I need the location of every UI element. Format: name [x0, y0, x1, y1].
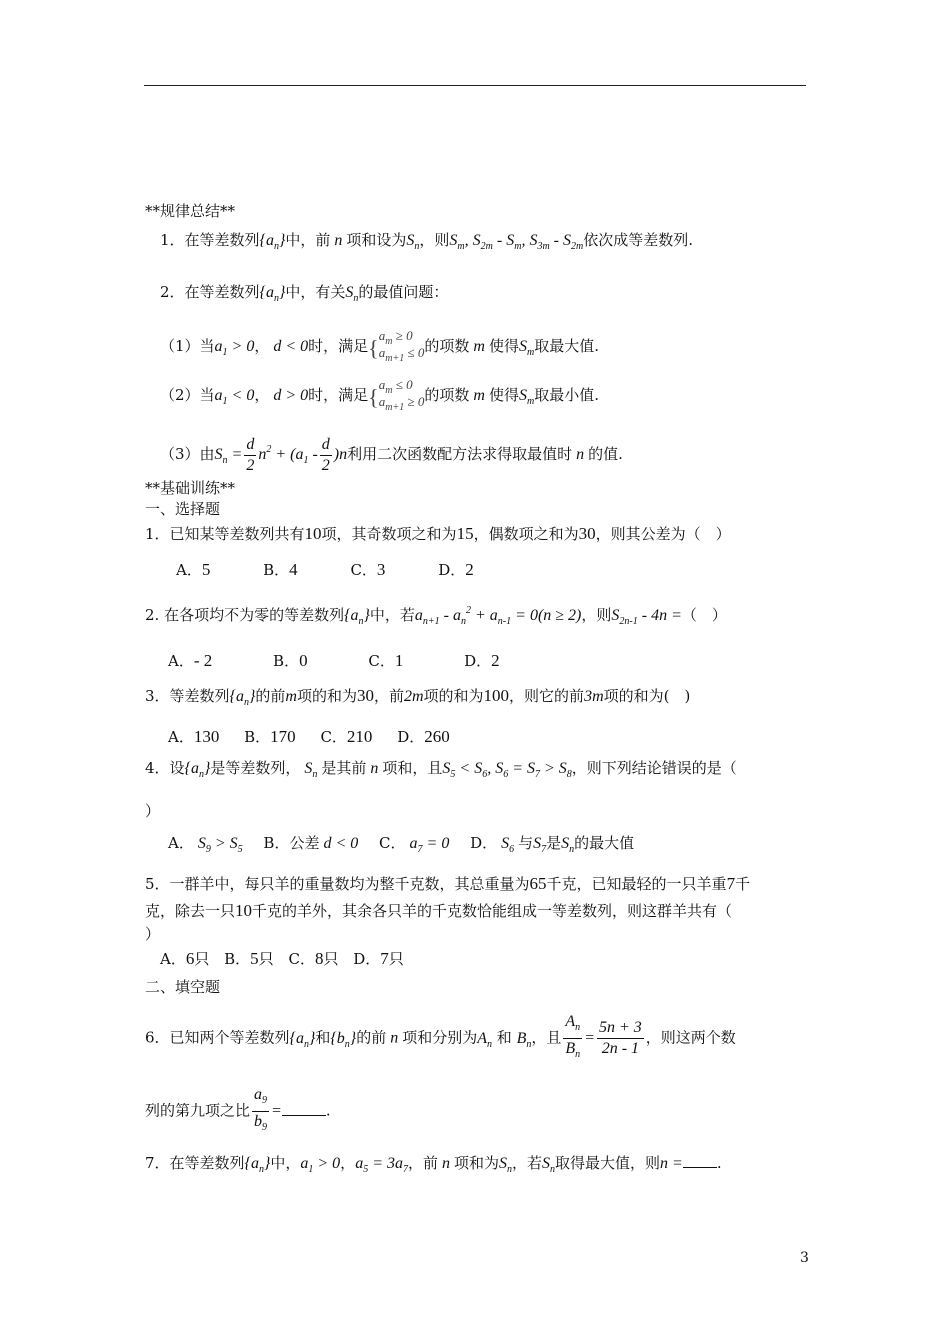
- question-5-options: A．6只 B．5只 C．8只 D．7只: [160, 949, 404, 968]
- question-5-paren: ）: [145, 925, 161, 943]
- header-rule: [144, 85, 806, 86]
- answer-blank-7[interactable]: [683, 1155, 717, 1168]
- page-number: 3: [800, 1250, 809, 1266]
- question-2: 2. 在各项均不为零的等差数列$\{a_n\}$中，若$a_{n+1} - a_n^2 + a_{n-1} = 0(n \ge 2)$，则$S_{2n-1} - 4n$ =（ ）: [145, 605, 727, 627]
- summary-item-1: 1．在等差数列$\{a_n\}$中，前 n 项和设为$S_n$，则$S_m$, $S_{2m} - S_m$, $S_{3m} - S_{2m}$依次成等差数列.: [160, 231, 694, 252]
- question-6-line2: 列的第九项之比 $\frac{a_9}{b_9}$ = .: [145, 1086, 331, 1133]
- summary-item-3: （1）当$a_1 > 0$， d < 0时，满足{$a_m \ge 0$ $a_{m+1} \le 0$的项数 m 使得$S_m$取最大值.: [160, 328, 599, 364]
- summary-item-4: （2）当$a_1 < 0$， d > 0时，满足{$a_m \le 0$ $a_{m+1} \ge 0$的项数 m 使得$S_m$取最小值.: [160, 377, 599, 413]
- question-4: 4．设$\{a_n\}$是等差数列， $S_n$ 是其前 n 项和，且$S_5 < S_6$, $S_6 = S_7 > S_8$，则下列结论错误的是（: [145, 759, 737, 780]
- question-7: 7．在等差数列$\{a_n\}$中，$a_1 > 0$，$a_5 = 3a_7$，前 n 项和为$S_n$，若$S_n$取得最大值，则n = .: [145, 1154, 722, 1175]
- summary-item-2: 2．在等差数列$\{a_n\}$中，有关$S_n$的最值问题：: [160, 283, 449, 304]
- question-5-line1: 5．一群羊中，每只羊的重量数均为整千克数，其总重量为65千克，已知最轻的一只羊重7千: [145, 874, 751, 893]
- part-fill-heading: 二、填空题: [145, 978, 221, 996]
- question-6: 6．已知两个等差数列$\{a_n\}$和$\{b_n\}$的前 n 项和分别为$A_n$ 和 $B_n$，且 $\frac{A_n}{B_n}$ = $\frac{5n + 3}{2n - 1}$ ，则这两个数: [145, 1013, 736, 1060]
- answer-blank-6[interactable]: [282, 1103, 326, 1116]
- question-1: 1．已知某等差数列共有10项，其奇数项之和为15，偶数项之和为30，则其公差为（ ）: [145, 524, 731, 543]
- question-3-options: A．130 B．170 C．210 D．260: [168, 727, 450, 746]
- question-2-options: A．- 2 B．0 C．1 D．2: [168, 651, 500, 670]
- question-5-line2: 克，除去一只10千克的羊外，其余各只羊的千克数恰能组成一等差数列，则这群羊共有（: [145, 901, 733, 920]
- section-basic-heading: **基础训练**: [145, 479, 236, 497]
- question-3: 3．等差数列$\{a_n\}$的前m项的和为30，前2m项的和为100，则它的前3m项的和为( ): [145, 686, 691, 708]
- question-4-options: A． $S_9 > S_5$ B．公差 d < 0 C． $a_7 = 0$ D． $S_6$ 与$S_7$是$S_n$的最大值: [168, 834, 635, 855]
- summary-item-5: （3）由$S_n$ = $\frac{d}{2}$ $n^2 + (a_1$ - $\frac{d}{2}$ )n利用二次函数配方法求得取最值时 n 的值.: [160, 435, 623, 474]
- question-4-paren: ）: [145, 802, 161, 820]
- question-1-options: A．5 B．4 C．3 D．2: [176, 560, 474, 579]
- part-choice-heading: 一、选择题: [145, 500, 221, 518]
- section-summary-heading: **规律总结**: [145, 202, 236, 220]
